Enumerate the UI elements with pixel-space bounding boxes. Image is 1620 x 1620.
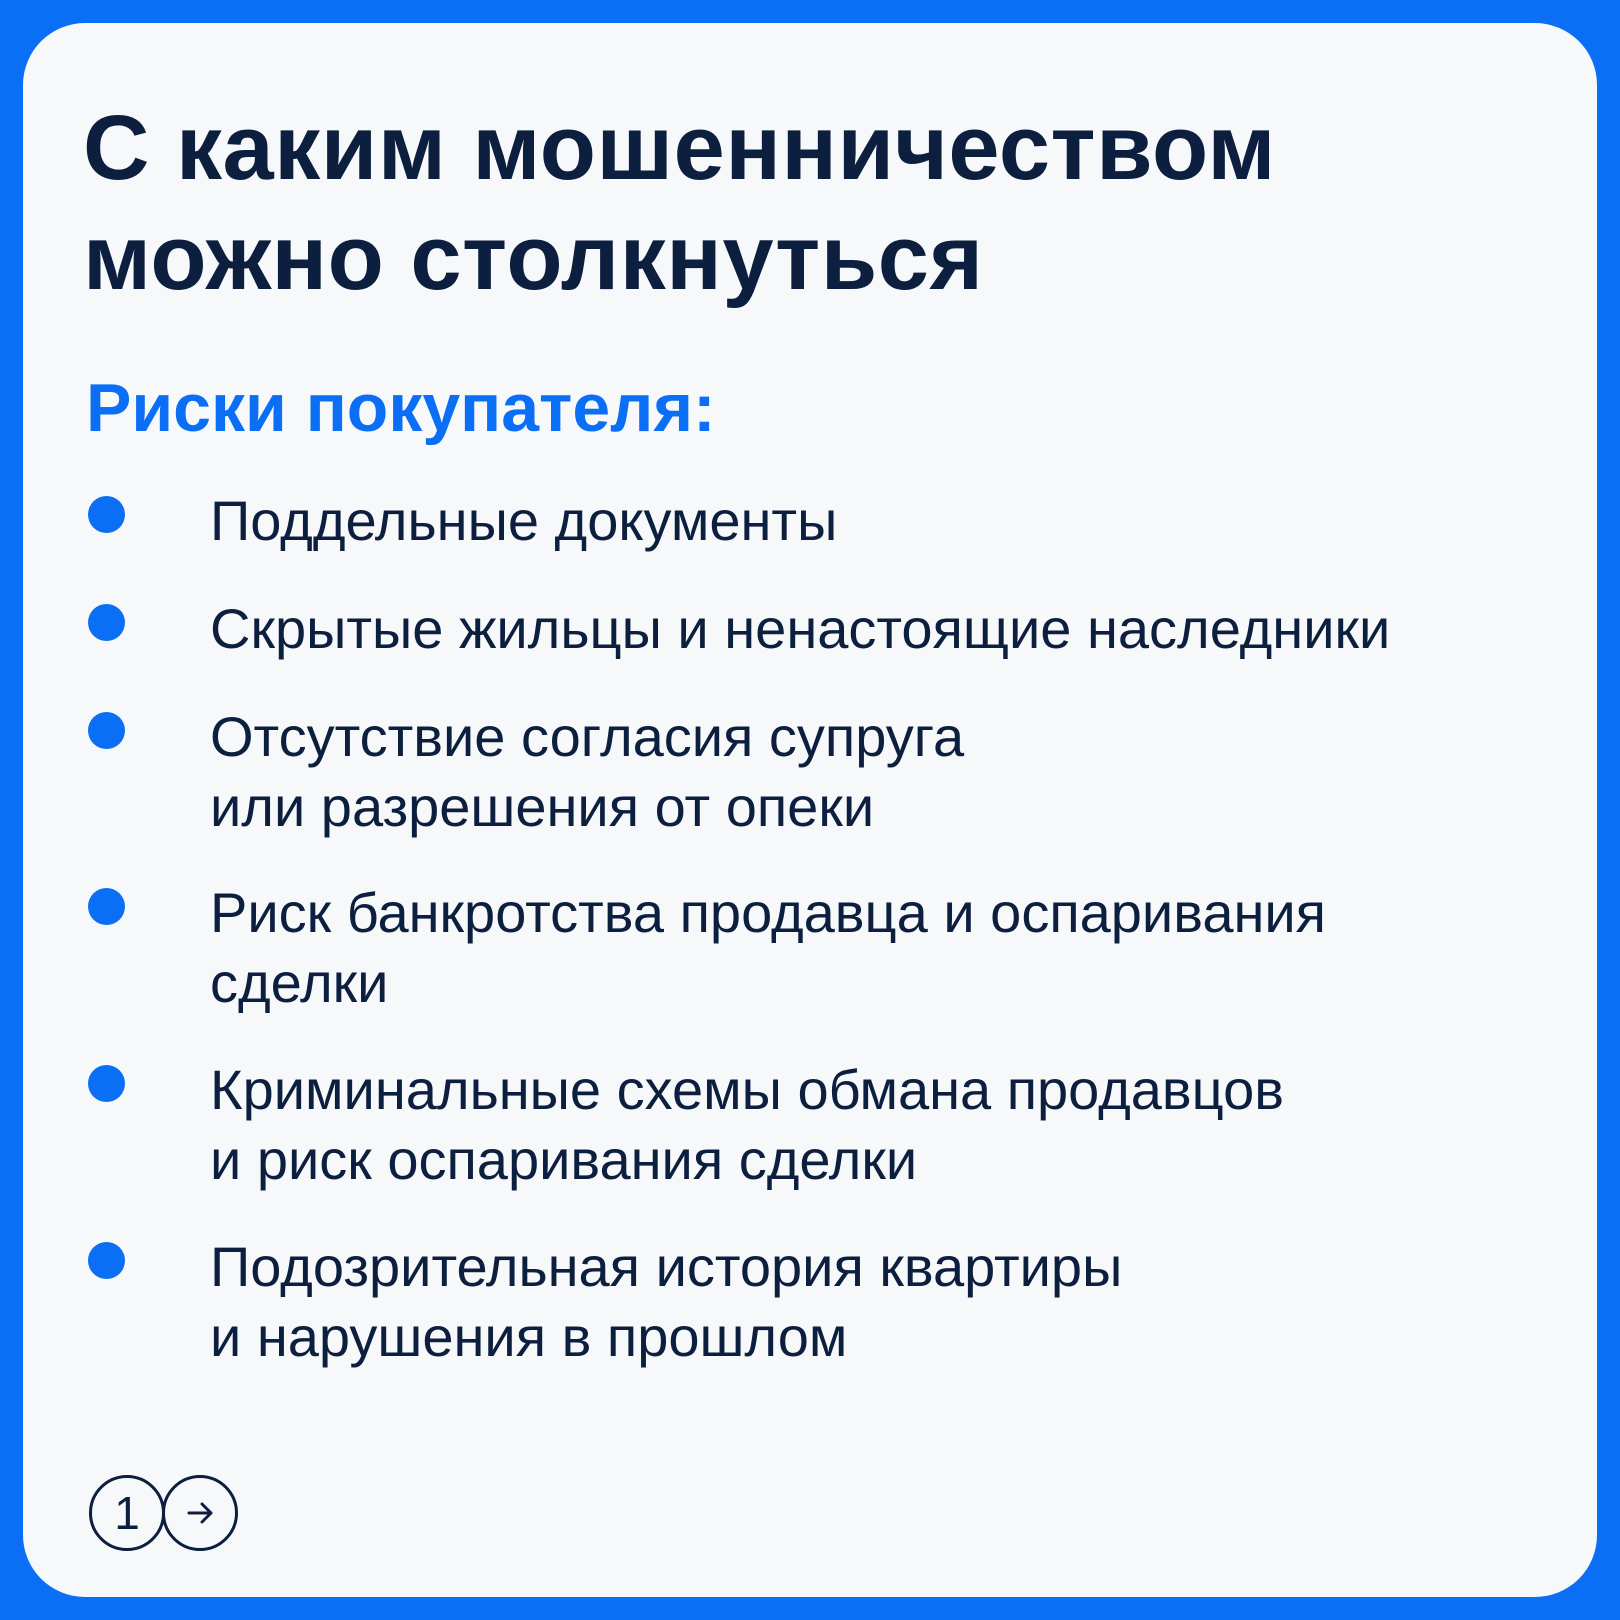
bullet-dot-icon <box>88 1065 125 1102</box>
risk-text <box>210 1232 1560 1372</box>
risk-line-1: Подозрительная история квартиры <box>210 1235 1123 1298</box>
bullet-dot-icon <box>88 888 125 925</box>
bullet-dot-icon <box>88 1242 125 1279</box>
slide-card <box>23 23 1597 1597</box>
risk-line-1: Криминальные схемы обмана продавцов <box>210 1058 1285 1121</box>
risk-line-2: и нарушения в прошлом <box>210 1305 848 1368</box>
risk-line-2: сделки <box>210 951 389 1014</box>
next-page-button[interactable] <box>162 1475 238 1551</box>
bullet-dot-icon <box>88 712 125 749</box>
risk-line-2: или разрешения от опеки <box>210 775 875 838</box>
page-number-indicator: 1 <box>89 1475 165 1551</box>
risk-text <box>210 594 1560 664</box>
risk-line-2: и риск оспаривания сделки <box>210 1128 918 1191</box>
risk-text <box>210 702 1560 842</box>
arrow-right-icon <box>181 1494 219 1532</box>
bullet-dot-icon <box>88 496 125 533</box>
risk-line-1: Скрытые жильцы и ненастоящие наследники <box>210 597 1391 660</box>
risk-text <box>210 486 1560 556</box>
risk-text <box>210 878 1560 1018</box>
risk-text <box>210 1055 1560 1195</box>
title-line-1: С каким мошенничеством <box>83 97 1276 199</box>
risk-list <box>23 23 1597 1597</box>
risk-line-1: Отсутствие согласия супруга <box>210 705 965 768</box>
risk-line-1: Риск банкротства продавца и оспаривания <box>210 881 1327 944</box>
pagination <box>89 1475 239 1551</box>
risk-line-1: Поддельные документы <box>210 489 838 552</box>
title-line-2: можно столкнуться <box>83 207 984 309</box>
section-subtitle: Риски покупателя: <box>86 370 716 446</box>
bullet-dot-icon <box>88 604 125 641</box>
